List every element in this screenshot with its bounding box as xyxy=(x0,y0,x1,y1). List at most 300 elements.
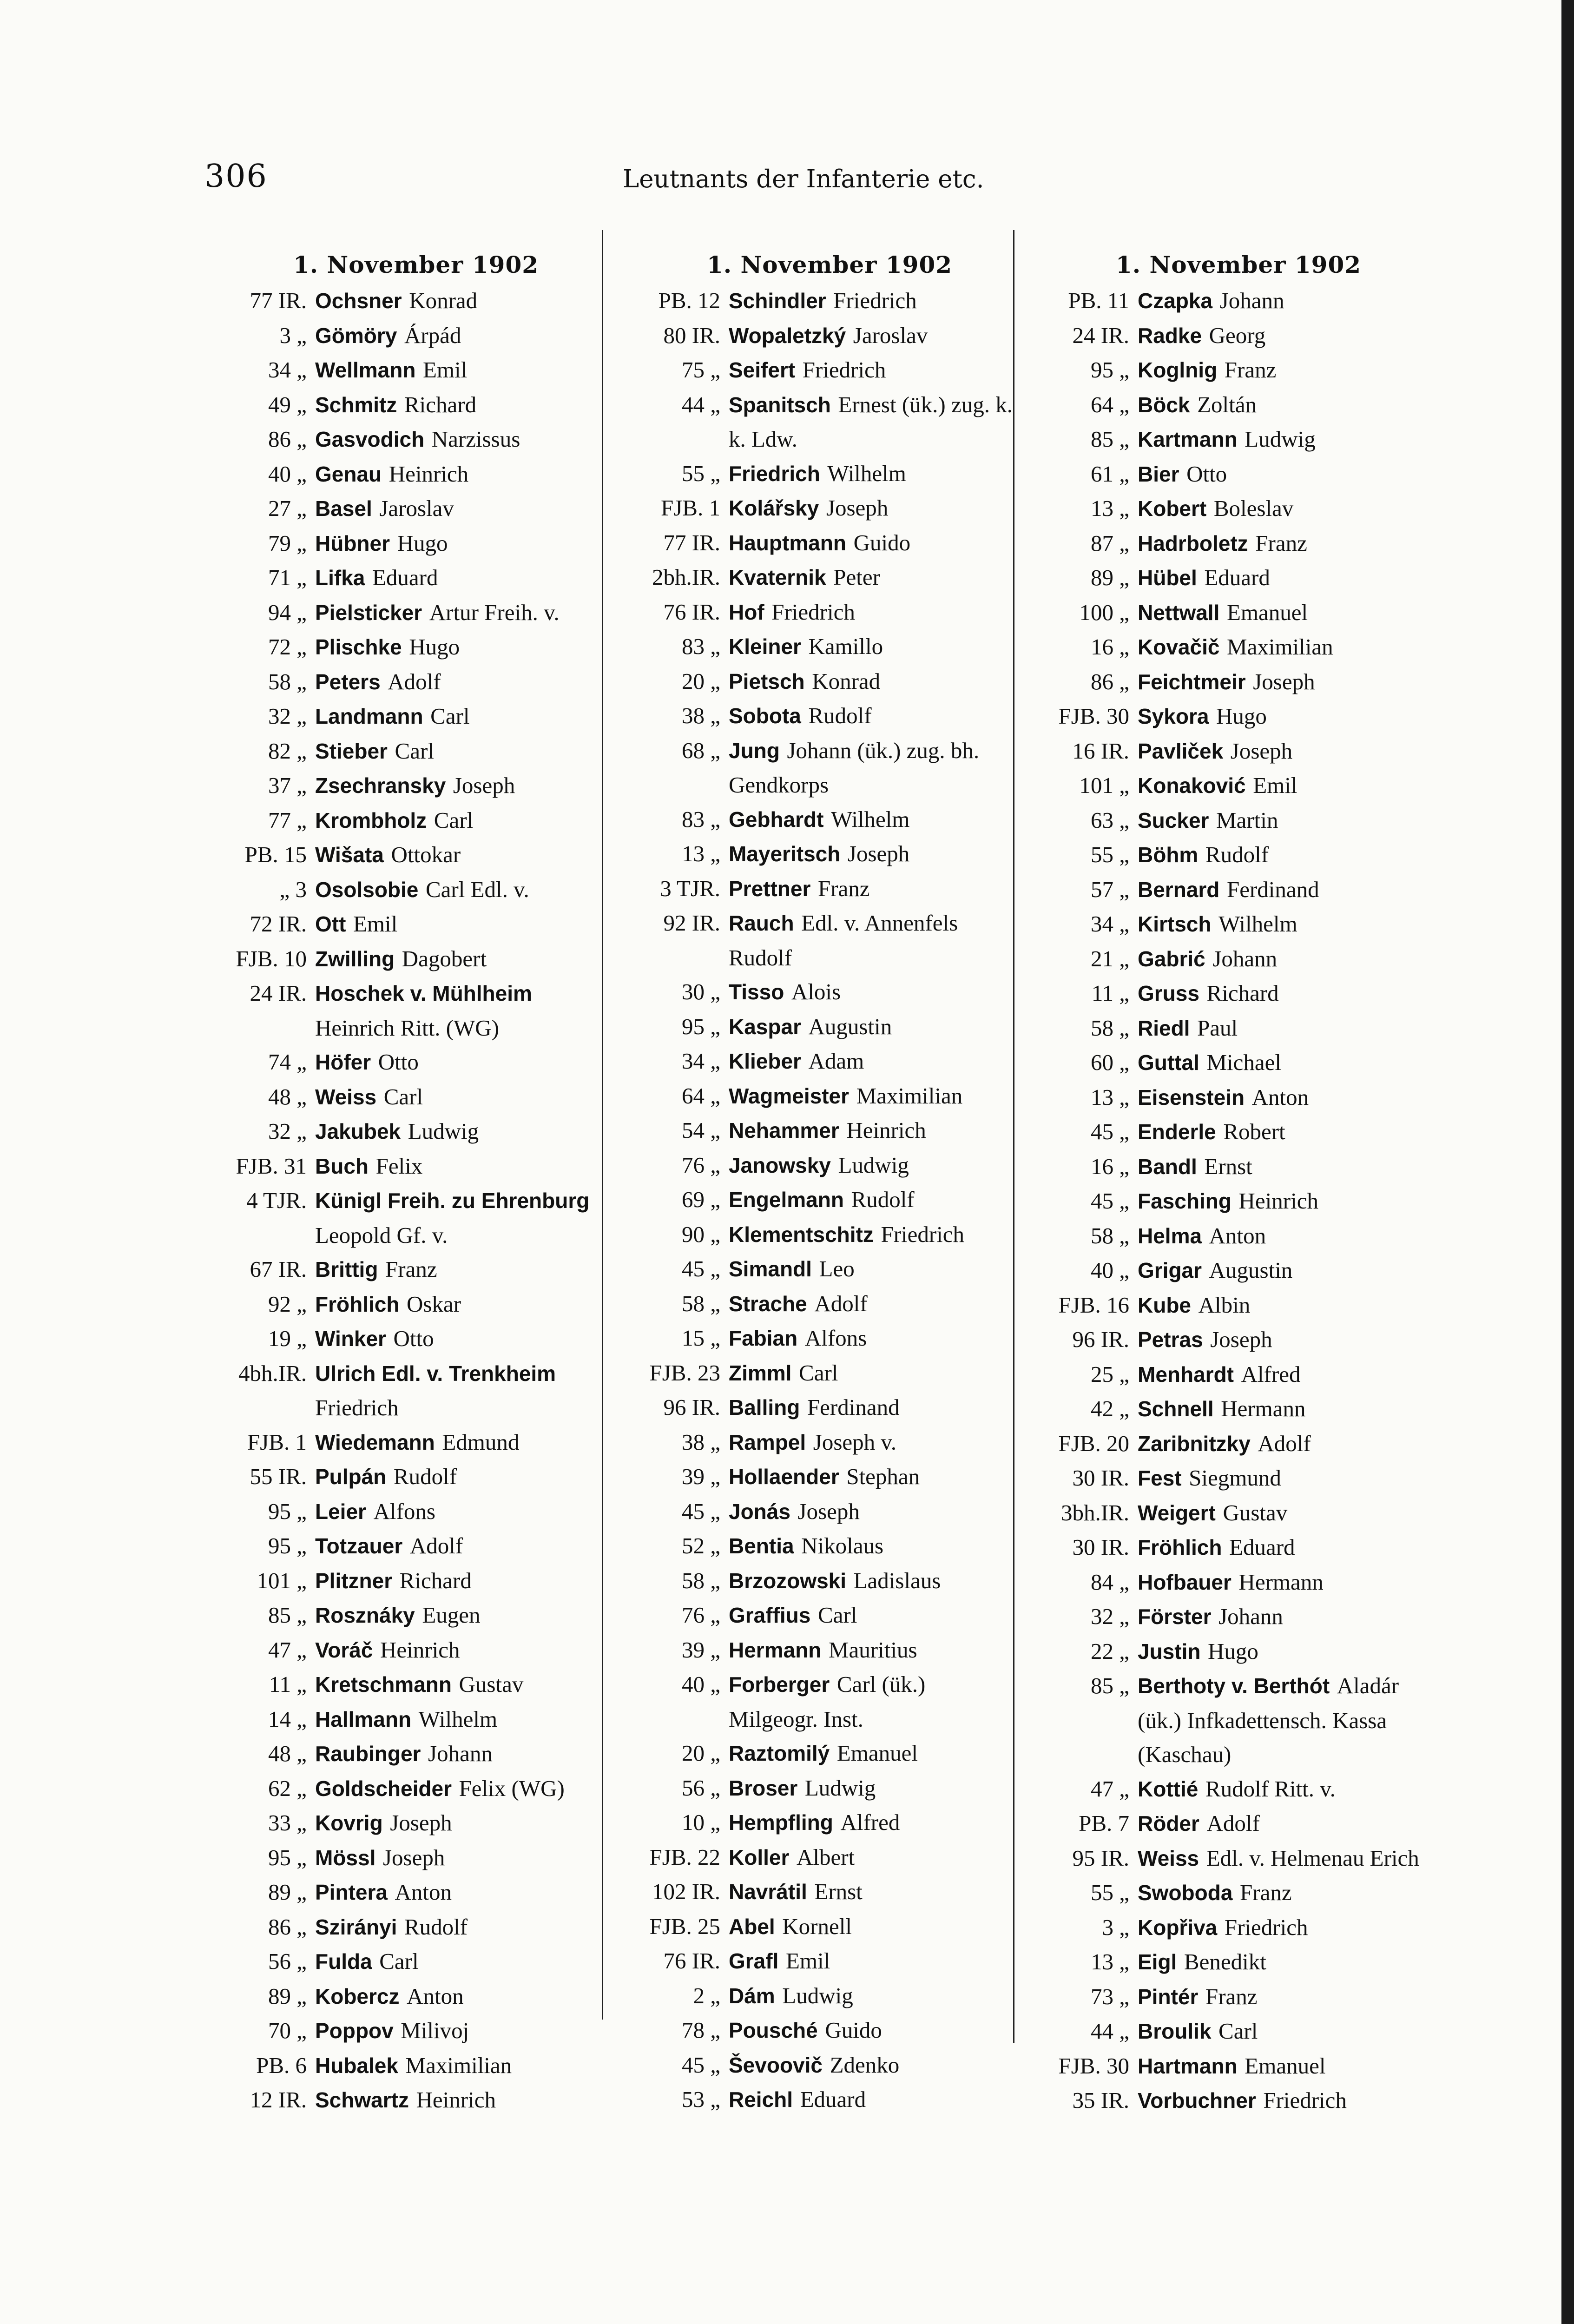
entry-list xyxy=(200,284,613,2118)
given-name: Carl (ük.) Milgeogr. Inst. xyxy=(729,1671,926,1732)
officer-name xyxy=(729,388,1027,456)
regiment-label: 13 „ xyxy=(1091,1949,1129,1974)
surname: Wišata xyxy=(315,843,384,867)
surname: Raztomilý xyxy=(729,1741,830,1765)
list-entry xyxy=(200,1736,613,1771)
list-entry xyxy=(613,1044,1027,1079)
surname: Voráč xyxy=(315,1637,373,1662)
surname: Hartmann xyxy=(1138,2053,1238,2078)
regiment-label: 95 IR. xyxy=(1072,1845,1129,1871)
surname: Guttal xyxy=(1138,1050,1199,1075)
surname: Ochsner xyxy=(315,289,402,313)
regiment-label: 13 „ xyxy=(1091,495,1129,521)
list-entry xyxy=(200,422,613,457)
surname: Weigert xyxy=(1138,1500,1216,1525)
regiment-label: 21 „ xyxy=(1091,945,1129,971)
given-name: Franz xyxy=(1255,530,1307,556)
regiment-label: 85 „ xyxy=(268,1602,307,1628)
given-name: Franz xyxy=(1205,1983,1258,2009)
regiment-label: 55 IR. xyxy=(250,1464,307,1489)
given-name: Adam xyxy=(808,1048,864,1074)
officer-name xyxy=(729,1182,1027,1217)
regiment-label: 56 „ xyxy=(682,1775,720,1801)
list-entry xyxy=(1022,630,1436,665)
regiment-label: 71 „ xyxy=(268,565,307,590)
regiment-label: 44 „ xyxy=(682,391,720,417)
regiment-label: 27 „ xyxy=(268,495,307,521)
surname: Brittig xyxy=(315,1257,378,1281)
given-name: Albert xyxy=(796,1844,855,1870)
regiment-label: 45 „ xyxy=(682,1256,720,1281)
regiment-label: 72 „ xyxy=(268,634,307,660)
officer-name xyxy=(315,1356,613,1425)
regiment-label: 89 „ xyxy=(1091,565,1129,590)
officer-name xyxy=(1138,353,1436,388)
surname: Simandl xyxy=(729,1257,812,1281)
surname: Kobercz xyxy=(315,1984,400,2008)
given-name: Heinrich xyxy=(389,461,469,487)
list-entry xyxy=(1022,1772,1436,1807)
given-name: Felix xyxy=(375,1153,423,1179)
officer-name xyxy=(1138,1080,1436,1115)
list-entry xyxy=(200,353,613,388)
given-name: Nikolaus xyxy=(801,1533,884,1558)
list-entry xyxy=(1022,838,1436,872)
regiment-label: 38 „ xyxy=(682,1429,720,1455)
list-entry xyxy=(200,1287,613,1322)
officer-name xyxy=(729,1217,1027,1252)
officer-name xyxy=(315,872,613,907)
surname: Pielsticker xyxy=(315,600,422,625)
officer-name xyxy=(315,284,613,318)
surname: Pulpán xyxy=(315,1465,387,1489)
regiment-label: 24 IR. xyxy=(250,980,307,1006)
list-entry xyxy=(613,1598,1027,1633)
list-entry xyxy=(200,872,613,907)
list-entry xyxy=(1022,1149,1436,1184)
surname: Gasvodich xyxy=(315,427,425,451)
given-name: Stephan xyxy=(846,1464,920,1489)
officer-name xyxy=(729,1840,1027,1875)
list-entry xyxy=(613,1079,1027,1114)
list-entry xyxy=(613,1010,1027,1044)
list-entry xyxy=(200,1598,613,1633)
list-entry xyxy=(1022,1634,1436,1669)
given-name: Joseph v. xyxy=(813,1429,896,1455)
surname: Kovačič xyxy=(1138,635,1220,659)
regiment-label: 58 „ xyxy=(268,668,307,694)
officer-name xyxy=(1138,1011,1436,1046)
given-name: Leo xyxy=(819,1256,855,1281)
officer-name xyxy=(729,1148,1027,1183)
regiment-label: 55 „ xyxy=(1091,842,1129,867)
given-name: Friedrich xyxy=(881,1221,965,1247)
given-name: Anton xyxy=(1251,1084,1309,1110)
regiment-label: 3bh.IR. xyxy=(1061,1499,1129,1525)
regiment-label: 77 IR. xyxy=(663,529,720,555)
given-name: Emanuel xyxy=(1226,599,1308,625)
surname: Böhm xyxy=(1138,843,1199,867)
officer-name xyxy=(315,1979,613,2014)
officer-name xyxy=(729,353,1027,388)
surname: Strache xyxy=(729,1291,807,1316)
surname: Pintera xyxy=(315,1880,388,1904)
regiment-label: 96 IR. xyxy=(1072,1327,1129,1352)
surname: Mayeritsch xyxy=(729,842,841,866)
given-name: Jaroslav xyxy=(379,495,454,521)
surname: Jonás xyxy=(729,1499,790,1524)
list-entry xyxy=(1022,1184,1436,1219)
given-name: Albin xyxy=(1198,1292,1251,1318)
list-entry xyxy=(200,1667,613,1702)
officer-name xyxy=(315,1944,613,1979)
officer-name xyxy=(1138,422,1436,457)
regiment-label: 55 „ xyxy=(1091,1880,1129,1905)
regiment-label: 16 IR. xyxy=(1072,738,1129,764)
list-entry xyxy=(613,802,1027,837)
regiment-label: PB. 11 xyxy=(1068,288,1129,313)
surname: Wopaletzký xyxy=(729,323,846,348)
officer-name xyxy=(729,1044,1027,1079)
regiment-label: 3 „ xyxy=(1102,1914,1129,1940)
list-entry xyxy=(1022,422,1436,457)
officer-name xyxy=(729,1598,1027,1633)
surname: Sobota xyxy=(729,704,801,728)
officer-name xyxy=(315,1080,613,1115)
regiment-label: 85 „ xyxy=(1091,426,1129,452)
given-name: Eduard xyxy=(800,2086,866,2112)
given-name: Richard xyxy=(1206,980,1279,1006)
officer-name xyxy=(315,561,613,595)
surname: Goldscheider xyxy=(315,1776,452,1801)
given-name: Friedrich xyxy=(1224,1914,1308,1940)
list-entry xyxy=(200,561,613,595)
officer-name xyxy=(315,838,613,872)
given-name: Ernst xyxy=(1204,1153,1252,1179)
given-name: Ludwig xyxy=(408,1118,479,1144)
given-name: Friedrich xyxy=(833,288,917,313)
regiment-label: 70 „ xyxy=(268,2018,307,2043)
list-entry xyxy=(1022,1461,1436,1496)
given-name: Wilhelm xyxy=(418,1706,498,1732)
given-name: Konrad xyxy=(409,288,478,313)
regiment-label: FJB. 30 xyxy=(1058,2053,1129,2079)
surname: Nehammer xyxy=(729,1118,839,1142)
given-name: Alfons xyxy=(373,1498,435,1524)
officer-name xyxy=(315,318,613,353)
regiment-label: 100 „ xyxy=(1079,599,1129,625)
regiment-label: 19 „ xyxy=(268,1326,307,1351)
surname: Schnell xyxy=(1138,1397,1214,1421)
officer-name xyxy=(1138,1669,1436,1772)
given-name: Friedrich xyxy=(315,1395,399,1420)
surname: Pousché xyxy=(729,2018,818,2042)
officer-name xyxy=(1138,699,1436,734)
list-entry xyxy=(1022,1426,1436,1461)
officer-name xyxy=(315,353,613,388)
officer-name xyxy=(1138,2049,1436,2084)
list-entry xyxy=(1022,1669,1436,1772)
regiment-label: 76 IR. xyxy=(663,1948,720,1974)
regiment-label: 40 „ xyxy=(268,461,307,487)
given-name: Kamillo xyxy=(808,634,883,659)
surname: Vorbuchner xyxy=(1138,2088,1256,2113)
list-entry xyxy=(613,1979,1027,2014)
surname: Jung xyxy=(729,738,780,763)
regiment-label: FJB. 1 xyxy=(247,1429,307,1455)
surname: Eisenstein xyxy=(1138,1085,1245,1109)
regiment-label: 48 „ xyxy=(268,1741,307,1766)
given-name: Zoltán xyxy=(1197,391,1257,417)
officer-name xyxy=(729,1010,1027,1044)
list-entry xyxy=(613,872,1027,906)
surname: Grigar xyxy=(1138,1258,1202,1282)
list-entry xyxy=(200,318,613,353)
given-name: Richard xyxy=(399,1567,472,1593)
given-name: Carl xyxy=(1218,2018,1258,2044)
regiment-label: 83 „ xyxy=(682,634,720,659)
regiment-label: 92 IR. xyxy=(663,910,720,936)
surname: Kaspar xyxy=(729,1014,801,1039)
regiment-label: 38 „ xyxy=(682,703,720,728)
surname: Schwartz xyxy=(315,2088,409,2112)
surname: Koller xyxy=(729,1845,790,1869)
officer-name xyxy=(315,1183,613,1252)
surname: Stieber xyxy=(315,739,388,763)
regiment-label: 69 „ xyxy=(682,1187,720,1212)
given-name: Rudolf xyxy=(404,1914,468,1940)
surname: Helma xyxy=(1138,1223,1202,1248)
officer-name xyxy=(1138,318,1436,353)
list-entry xyxy=(613,491,1027,526)
given-name: Maximilian xyxy=(856,1083,963,1109)
surname: Menhardt xyxy=(1138,1362,1234,1386)
given-name: Guido xyxy=(825,2017,882,2043)
given-name: Otto xyxy=(378,1049,419,1075)
list-entry xyxy=(200,1183,613,1252)
list-entry xyxy=(1022,907,1436,942)
regiment-label: 45 „ xyxy=(682,2052,720,2078)
list-entry xyxy=(1022,561,1436,595)
regiment-label: 2bh.IR. xyxy=(652,564,720,590)
regiment-label: 13 „ xyxy=(682,841,720,866)
given-name: Johann xyxy=(428,1741,493,1766)
regiment-label: 16 „ xyxy=(1091,634,1129,660)
officer-name xyxy=(729,1529,1027,1564)
officer-name xyxy=(315,1287,613,1322)
list-entry xyxy=(200,1494,613,1529)
given-name: Otto xyxy=(1186,461,1227,487)
officer-name xyxy=(315,1806,613,1841)
list-entry xyxy=(613,1287,1027,1321)
list-entry xyxy=(1022,1875,1436,1910)
regiment-label: 53 „ xyxy=(682,2086,720,2112)
surname: Höfer xyxy=(315,1050,371,1074)
officer-name xyxy=(1138,1841,1436,1876)
list-entry xyxy=(613,1182,1027,1217)
list-entry xyxy=(613,699,1027,733)
surname: Hauptmann xyxy=(729,530,846,555)
regiment-label: 45 „ xyxy=(1091,1188,1129,1214)
surname: Broulik xyxy=(1138,2019,1212,2043)
given-name: Franz xyxy=(817,875,870,901)
regiment-label: 58 „ xyxy=(682,1567,720,1593)
regiment-label: 90 „ xyxy=(682,1221,720,1247)
regiment-label: 92 „ xyxy=(268,1291,307,1317)
officer-name xyxy=(315,1771,613,1806)
officer-name xyxy=(729,837,1027,872)
surname: Brzozowski xyxy=(729,1568,847,1593)
list-entry xyxy=(613,560,1027,595)
officer-name xyxy=(1138,1219,1436,1254)
list-entry xyxy=(613,1356,1027,1391)
surname: Zsechransky xyxy=(315,773,446,798)
given-name: Michael xyxy=(1206,1050,1282,1075)
regiment-label: FJB. 10 xyxy=(236,945,307,971)
regiment-label: 34 „ xyxy=(682,1048,720,1074)
given-name: Ferdinand xyxy=(1226,876,1319,902)
given-name: Maximilian xyxy=(1227,634,1333,660)
surname: Zwilling xyxy=(315,946,395,971)
surname: Justin xyxy=(1138,1639,1201,1664)
officer-name xyxy=(729,1979,1027,2014)
regiment-label: 58 „ xyxy=(682,1290,720,1316)
list-entry xyxy=(613,1390,1027,1425)
list-entry xyxy=(1022,1219,1436,1254)
officer-name xyxy=(315,1321,613,1356)
officer-name xyxy=(1138,457,1436,492)
surname: Ševoovič xyxy=(729,2053,823,2077)
list-entry xyxy=(200,2048,613,2083)
list-entry xyxy=(613,1113,1027,1148)
given-name: Carl xyxy=(434,807,474,833)
given-name: Richard xyxy=(404,391,477,417)
officer-name xyxy=(729,1356,1027,1391)
given-name: Eduard xyxy=(1229,1534,1295,1560)
officer-name xyxy=(729,1425,1027,1460)
given-name: Emanuel xyxy=(836,1740,918,1766)
officer-name xyxy=(729,733,1027,802)
officer-name xyxy=(315,1841,613,1875)
officer-name xyxy=(1138,803,1436,838)
officer-name xyxy=(1138,1322,1436,1357)
surname: Fest xyxy=(1138,1466,1182,1490)
officer-name xyxy=(1138,2014,1436,2049)
surname: Fulda xyxy=(315,1949,372,1974)
regiment-label: 33 „ xyxy=(268,1810,307,1835)
officer-name xyxy=(315,942,613,977)
surname: Fröhlich xyxy=(1138,1535,1222,1559)
regiment-label: 58 „ xyxy=(1091,1222,1129,1248)
given-name: Johann (ük.) zug. bh. Gendkorps xyxy=(729,737,980,798)
regiment-label: 14 „ xyxy=(268,1706,307,1732)
surname: Klieber xyxy=(729,1049,801,1073)
list-entry xyxy=(613,1321,1027,1356)
list-entry xyxy=(1022,1288,1436,1323)
officer-name xyxy=(1138,1253,1436,1288)
regiment-label: 63 „ xyxy=(1091,807,1129,833)
regiment-label: 10 „ xyxy=(682,1809,720,1835)
surname: Zimml xyxy=(729,1360,792,1385)
regiment-label: 49 „ xyxy=(268,391,307,417)
given-name: Zdenko xyxy=(830,2052,900,2078)
list-entry xyxy=(200,284,613,318)
surname: Hermann xyxy=(729,1637,822,1662)
given-name: Joseph xyxy=(1253,668,1315,694)
list-entry xyxy=(200,1529,613,1564)
given-name: Emil xyxy=(353,911,398,937)
given-name: Heinrich Ritt. (WG) xyxy=(315,1015,499,1041)
given-name: Leopold Gf. v. xyxy=(315,1222,448,1248)
surname: Pintér xyxy=(1138,1984,1199,2009)
officer-name xyxy=(729,318,1027,353)
regiment-label: 72 IR. xyxy=(250,911,307,937)
regiment-label: 95 „ xyxy=(268,1498,307,1524)
surname: Sykora xyxy=(1138,704,1209,728)
regiment-label: 2 „ xyxy=(693,1982,720,2008)
regiment-label: 86 „ xyxy=(268,426,307,452)
officer-name xyxy=(315,1045,613,1080)
given-name: Maximilian xyxy=(405,2052,512,2078)
surname: Fröhlich xyxy=(315,1292,400,1316)
surname: Basel xyxy=(315,496,372,521)
officer-name xyxy=(1138,1149,1436,1184)
list-entry xyxy=(1022,1530,1436,1565)
officer-name xyxy=(1138,907,1436,942)
surname: Peters xyxy=(315,669,381,694)
officer-name xyxy=(729,2048,1027,2083)
regiment-label: 82 „ xyxy=(268,738,307,764)
list-entry xyxy=(200,1321,613,1356)
surname: Kopřiva xyxy=(1138,1915,1218,1940)
given-name: Hermann xyxy=(1221,1396,1306,1421)
given-name: Rudolf xyxy=(393,1464,457,1489)
surname: Röder xyxy=(1138,1811,1199,1835)
list-entry xyxy=(613,1909,1027,1944)
given-name: Joseph xyxy=(390,1810,452,1835)
given-name: Milivoj xyxy=(401,2018,469,2043)
surname: Hubalek xyxy=(315,2053,398,2078)
regiment-label: 32 „ xyxy=(268,703,307,729)
officer-name xyxy=(729,1079,1027,1114)
surname: Rampel xyxy=(729,1430,806,1454)
surname: Wiedemann xyxy=(315,1430,435,1454)
list-entry xyxy=(200,630,613,665)
officer-name xyxy=(1138,1599,1436,1634)
surname: Kube xyxy=(1138,1293,1191,1317)
surname: Radke xyxy=(1138,323,1202,348)
surname: Kvaternik xyxy=(729,565,826,589)
given-name: Ludwig xyxy=(804,1775,876,1801)
list-entry xyxy=(613,1148,1027,1183)
given-name: Ladislaus xyxy=(853,1567,941,1593)
officer-name xyxy=(1138,1357,1436,1392)
regiment-label: FJB. 1 xyxy=(660,495,720,521)
officer-name xyxy=(729,1736,1027,1771)
surname: Pietsch xyxy=(729,669,805,693)
surname: Bandl xyxy=(1138,1154,1197,1179)
regiment-label: 45 „ xyxy=(682,1498,720,1524)
officer-name xyxy=(315,2014,613,2048)
regiment-label: 44 „ xyxy=(1091,2018,1129,2044)
given-name: Johann xyxy=(1218,1604,1283,1629)
list-entry xyxy=(200,1910,613,1945)
officer-name xyxy=(1138,976,1436,1011)
officer-name xyxy=(315,1598,613,1633)
list-entry xyxy=(1022,768,1436,803)
regiment-label: 11 „ xyxy=(1091,980,1129,1006)
officer-name xyxy=(1138,1910,1436,1945)
